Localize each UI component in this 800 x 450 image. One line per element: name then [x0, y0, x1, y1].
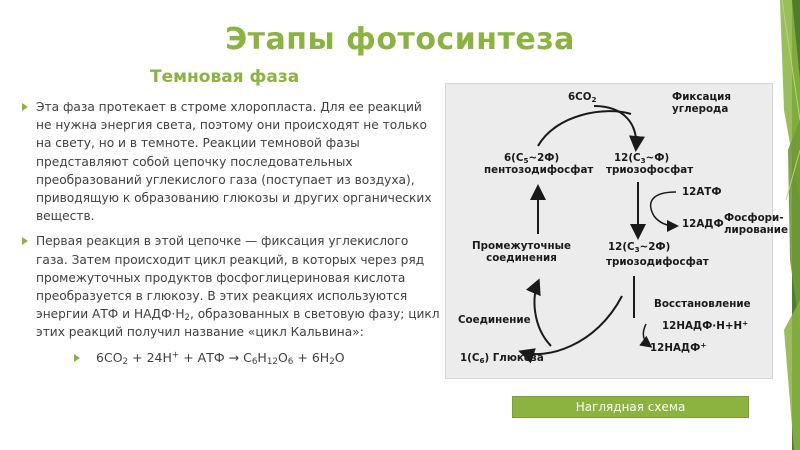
adp-label: 12АДФ — [682, 218, 724, 230]
paragraph-2-text: Первая реакция в этой цепочке — фиксация углекислого газа. Затем происходит цикл реакций, в которых через ряд промежуточных продуктов фосфоглицериновая кислота преобразуется в глюкозу. В этих реакциях используются энергии АТФ и $НАДФ\cdot Н_2$, образованных в световую фазу; цикл этих реакций получил название «цикл Кальвина»: — [36, 234, 440, 340]
bullet-arrow-icon — [74, 354, 80, 362]
nadp-label: 12НАДФ+ — [650, 340, 707, 354]
paragraph-1 — [22, 98, 440, 225]
nadph-label: 12НАДФ·Н+Н+ — [662, 318, 749, 332]
phosphorylation-label: Фосфори- лирование — [724, 212, 788, 236]
glucose-label: $1(C_6)$ Глюкоза — [460, 352, 544, 365]
intermediate-label: Промежуточные соединения — [472, 240, 571, 264]
ribulose-formula: $6(C_5\sim 2Ф)$ — [504, 152, 560, 165]
atp-label: 12АТФ — [682, 186, 722, 198]
paragraph-1-text: Эта фаза протекает в строме хлоропласта. Для ее реакций не нужна энергия света, поэтому они происходят не только на свету, но и в темноте. Реакции темновой фазы представляют собой цепочку последовательных преобразований углекислого газа (поступает из воздуха), приводящую к образованию глюкозы и других органических веществ. — [36, 100, 432, 224]
text-body — [22, 98, 440, 367]
reduction-label: Восстановление — [654, 298, 751, 310]
formula-line — [22, 349, 440, 367]
formula-text: $6CO_2 + 24H^+$ + АТФ → $C_6H_{12}O_6 + 6H_2O$ — [96, 349, 345, 367]
combination-label: Соединение — [458, 314, 531, 326]
page-title: Этапы фотосинтеза — [225, 22, 575, 57]
diphosphate-name: триозодифосфат — [606, 256, 709, 268]
triose-name: триозофосфат — [606, 164, 694, 176]
visual-schema-button[interactable]: Наглядная схема — [512, 396, 749, 418]
fixation-label: Фиксация углерода — [672, 91, 731, 115]
section-subtitle: Темновая фаза — [150, 67, 300, 87]
bullet-arrow-icon — [22, 237, 28, 245]
calvin-cycle-diagram — [445, 83, 788, 379]
ribulose-name: пентозодифосфат — [484, 164, 594, 176]
paragraph-2 — [22, 232, 440, 341]
co2-label: $6CO_2$ — [568, 91, 597, 104]
bullet-arrow-icon — [22, 103, 28, 111]
diphosphate-formula: $12(C_3\sim 2Ф)$ — [608, 241, 671, 254]
triose-formula: $12(C_3\sim Ф)$ — [614, 152, 670, 165]
